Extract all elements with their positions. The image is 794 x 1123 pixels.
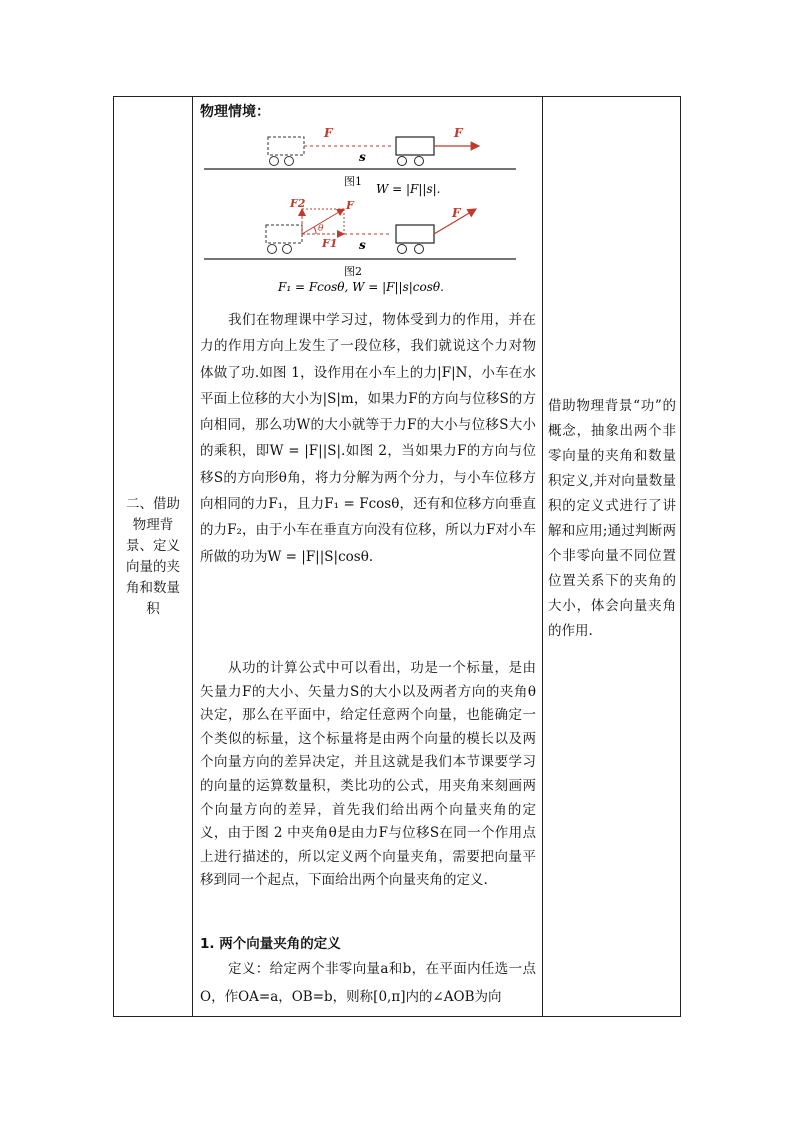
wheel [270, 157, 279, 166]
cart-start [266, 225, 302, 243]
displacement-label: s [359, 150, 366, 164]
figure1-label: 图1 [344, 175, 362, 188]
wheel [283, 245, 292, 254]
force-label-4: F [452, 206, 461, 220]
content-cell [194, 97, 540, 1016]
work-formula: W = |F||s|. [376, 182, 441, 196]
wheel [398, 157, 407, 166]
angle-arc [314, 227, 316, 234]
stage-label: 二、借助物理背景、定义向量的夹角和数量积 [126, 495, 180, 617]
physics-figure [194, 121, 540, 301]
f1-label: F1 [322, 237, 338, 250]
intent-cell [546, 97, 678, 1016]
f2-label: F2 [290, 197, 306, 210]
force-label-3: F [346, 199, 354, 212]
design-intent: 借助物理背景“功”的概念，抽象出两个非零向量的夹角和数量积定义,并对向量数量积的定义式进行了讲解和应用;通过判断两个非零向量不同位置位置关系下的夹角的大小，体会向量夹角的作用. [548, 398, 676, 639]
section-title: 物理情境： [200, 104, 270, 120]
paragraph-work: 我们在物理课中学习过，物体受到力的作用，并在力的作用方向上发生了一段位移，我们就说这个力对物体做了功.如图 1，设作用在小车上的力|F|N，小车在水平面上位移的大小为|S|m，如果力F的方向与位移S的方向相同，那么功W的大小就等于力F的大小与位移S大小的乘积，即W = |F||S|.如图 2，当如果力F的方向与位移S的方向形θ角，将力分解为两个分力，与小车位移方向相同的力F₁，且力F₁ = Fcosθ，还有和位移方向垂直的力F₂，由于小车在垂直方向没有位移，所以力F对小车所做的功为W = |F||S|cosθ. [200, 312, 536, 565]
force-label-2: F [454, 126, 463, 140]
wheel [285, 157, 294, 166]
paragraph-analysis: 从功的计算公式中可以看出，功是一个标量，是由矢量力F的大小、矢量力S的大小以及两者方向的夹角θ决定，那么在平面中，给定任意两个向量，也能确定一个类似的标量，这个标量将是由两个向量的模长以及两个向量方向的差异决定，并且这就是我们本节课要学习的向量的运算数量积，类比功的公式，用夹角来刻画两个向量方向的差异，首先我们给出两个向量夹角的定义，由于图 2 中夹角θ是由力F与位移S在同一个作用点上进行描述的，所以定义两个向量夹角，需要把向量平移到同一个起点，下面给出两个向量夹角的定义. [200, 660, 536, 889]
wheel [268, 245, 277, 254]
cart-start [268, 137, 304, 155]
theta-label: θ [318, 224, 324, 234]
lesson-table [113, 96, 681, 1017]
figure2-label: 图2 [344, 265, 362, 278]
wheel [415, 157, 424, 166]
cart-end [396, 137, 434, 155]
wheel [398, 245, 407, 254]
column-divider [542, 97, 543, 1016]
definition-text: 定义：给定两个非零向量a和b，在平面内任选一点O，作OA=a，OB=b，则称[0,π]内的∠AOB为向 [200, 961, 536, 1005]
component-formula: F₁ = Fcosθ, W = |F||s|cosθ. [278, 280, 444, 294]
force-label-1: F [324, 126, 333, 140]
heading-angle-definition: 1. 两个向量夹角的定义 [200, 936, 341, 952]
displacement-label: s [359, 238, 366, 252]
column-divider [192, 97, 193, 1016]
stage-cell [114, 97, 192, 1016]
cart-end [396, 225, 434, 243]
wheel [415, 245, 424, 254]
